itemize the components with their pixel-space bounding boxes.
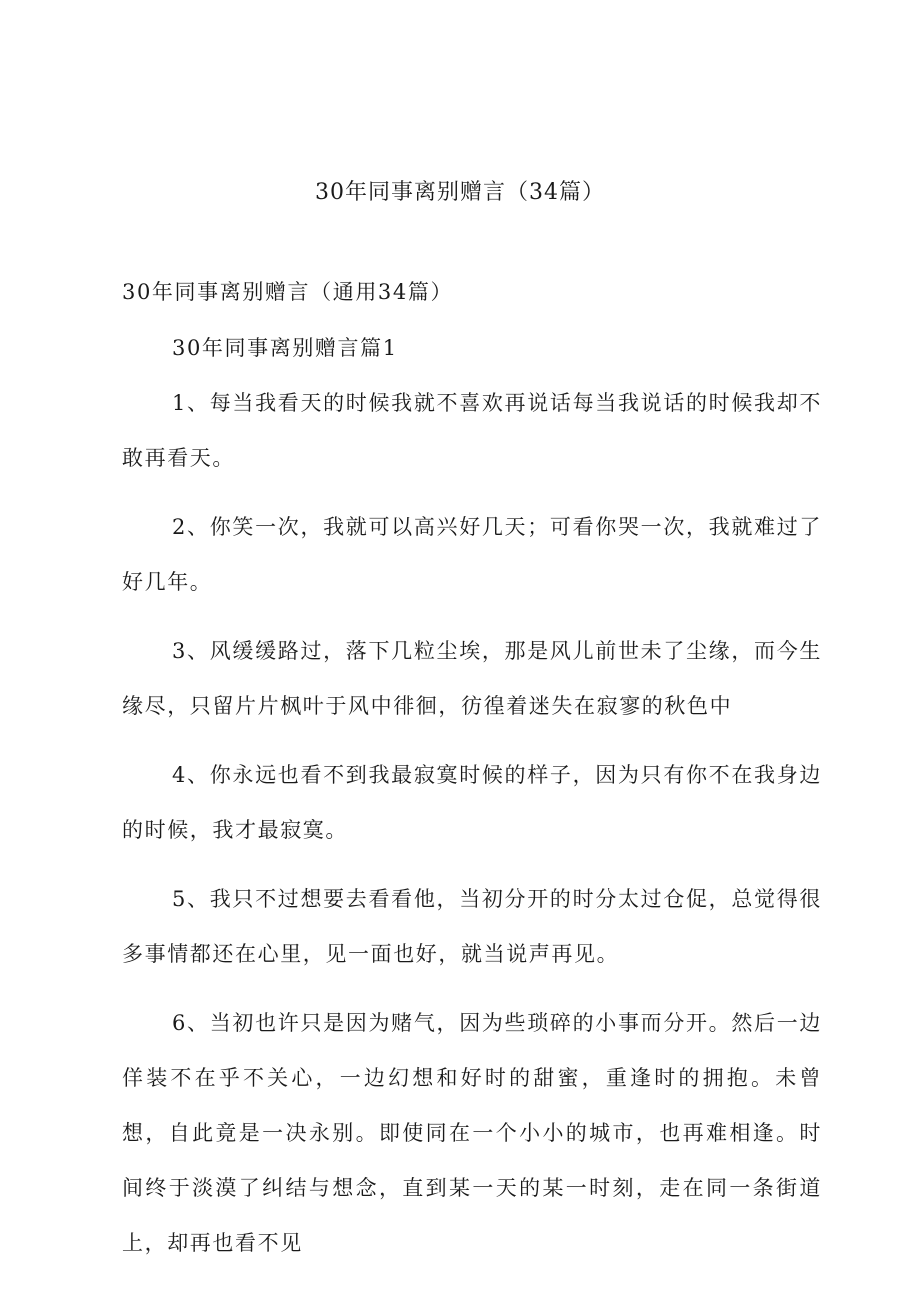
paragraph-3: 3、风缓缓路过，落下几粒尘埃，那是风儿前世未了尘缘，而今生缘尽，只留片片枫叶于风中徘徊，彷徨着迷失在寂寥的秋色中 (122, 639, 822, 718)
document-title: 30年同事离别赠言（34篇） (315, 180, 605, 205)
paragraph-1: 1、每当我看天的时候我就不喜欢再说话每当我说话的时候我却不敢再看天。 (122, 391, 822, 470)
document-body (122, 274, 822, 1285)
paragraph-5: 5、我只不过想要去看看他，当初分开的时分太过仓促，总觉得很多事情都还在心里，见一面也好，就当说声再见。 (122, 887, 822, 966)
paragraph-2: 2、你笑一次，我就可以高兴好几天；可看你哭一次，我就难过了好几年。 (122, 515, 822, 594)
section-heading: 30年同事离别赠言篇1 (172, 336, 398, 360)
paragraph-6: 6、当初也许只是因为赌气，因为些琐碎的小事而分开。然后一边佯装不在乎不关心，一边幻想和好时的甜蜜，重逢时的拥抱。未曾想，自此竟是一决永别。即使同在一个小小的城市，也再难相逢。时间终于淡漠了纠结与想念，直到某一天的某一时刻，走在同一条街道上，却再也看不见 (122, 1011, 822, 1255)
paragraph-4: 4、你永远也看不到我最寂寞时候的样子，因为只有你不在我身边的时候，我才最寂寞。 (122, 763, 822, 842)
document-subtitle: 30年同事离别赠言（通用34篇） (122, 280, 454, 304)
